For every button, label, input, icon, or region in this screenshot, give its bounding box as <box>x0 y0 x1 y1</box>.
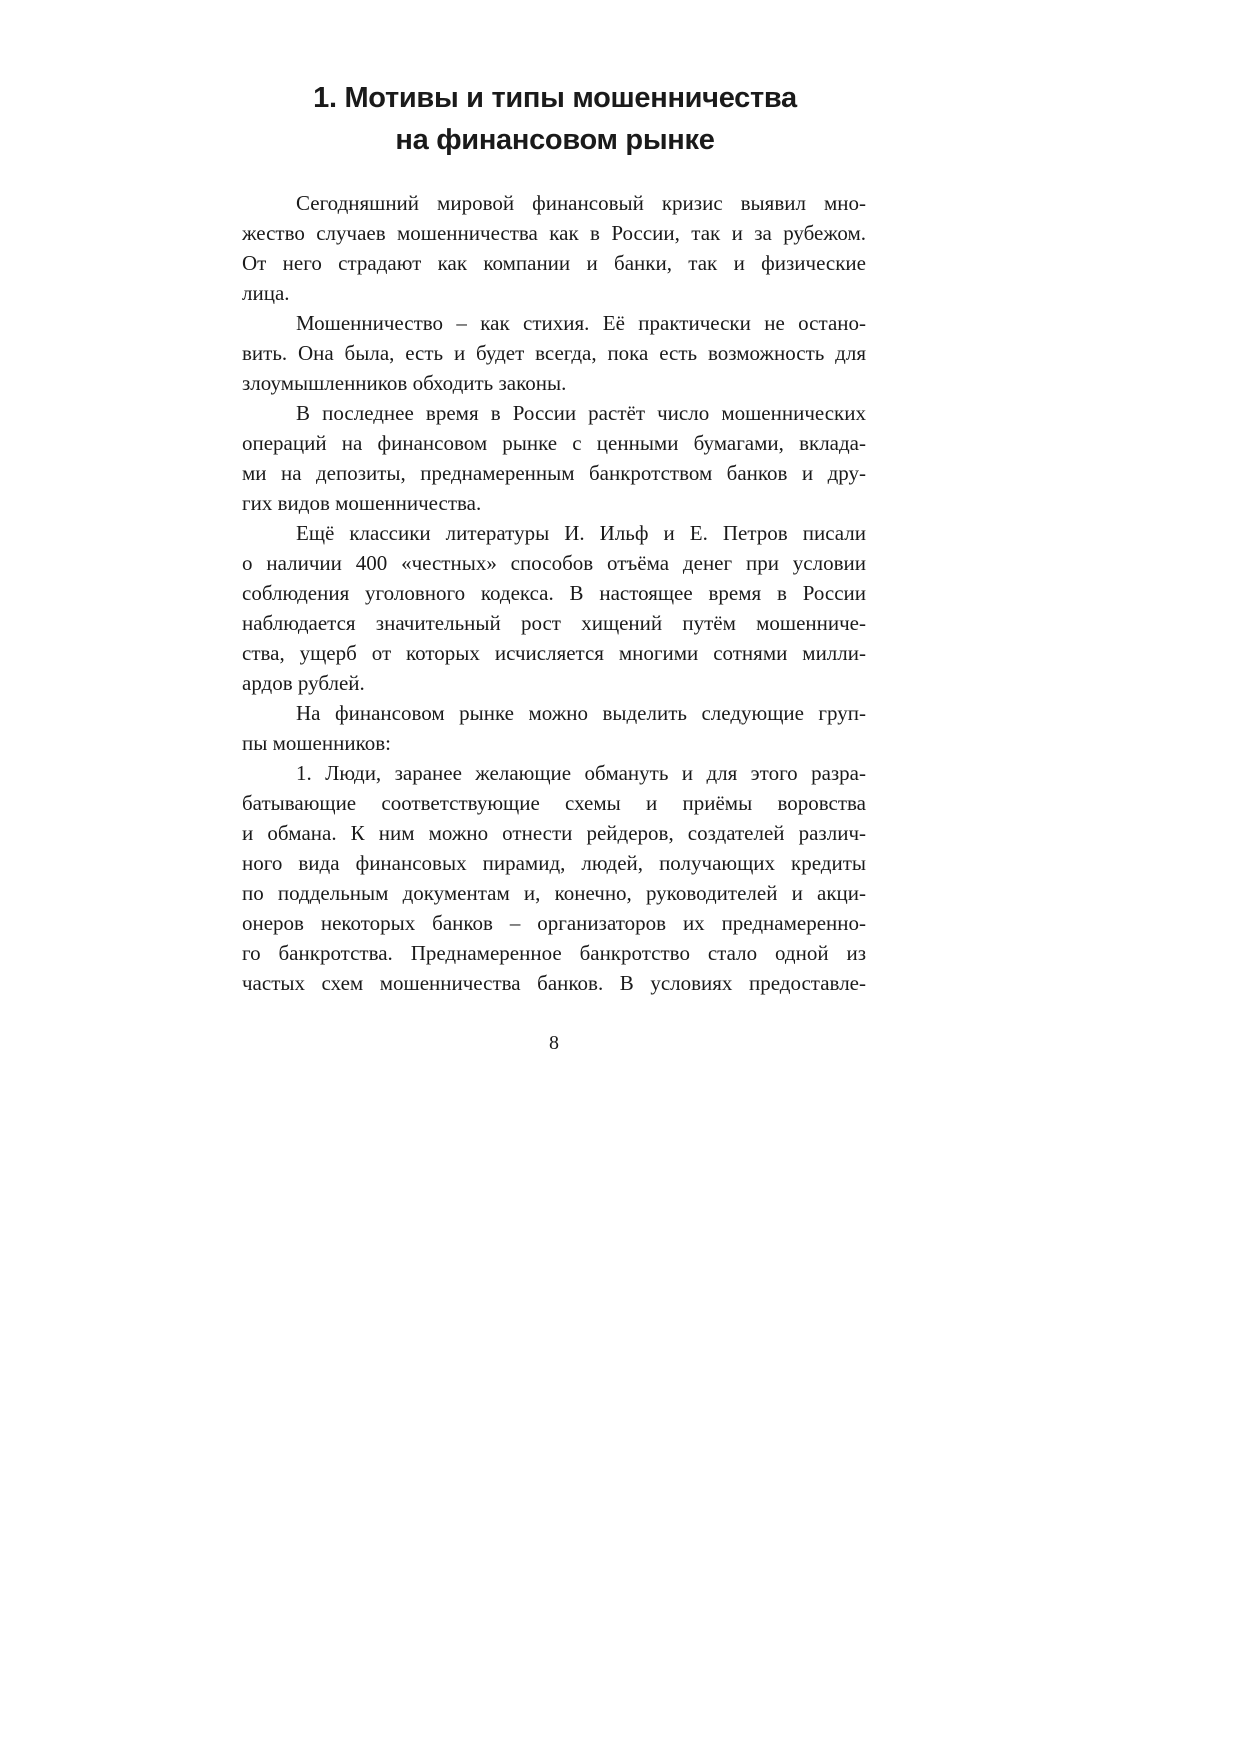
text-line: гих видов мошенничества. <box>242 491 482 515</box>
text-line: От него страдают как компании и банки, так и физические <box>242 251 866 275</box>
text-line: Сегодняшний мировой финансовый кризис выявил мно- <box>296 191 866 215</box>
paragraph <box>242 398 866 518</box>
chapter-title-line-2: на финансовом рынке <box>395 124 715 156</box>
text-line: частых схем мошенничества банков. В условиях предоставле- <box>242 971 866 995</box>
text-line: Мошенничество – как стихия. Её практически не остано- <box>296 311 866 335</box>
text-line: о наличии 400 «честных» способов отъёма денег при условии <box>242 551 866 575</box>
text-line: по поддельным документам и, конечно, руководителей и акци- <box>242 881 866 905</box>
text-line: соблюдения уголовного кодекса. В настоящее время в России <box>242 581 866 605</box>
text-line: онеров некоторых банков – организаторов их преднамеренно- <box>242 911 866 935</box>
text-line: батывающие соответствующие схемы и приёмы воровства <box>242 791 866 815</box>
text-line: На финансовом рынке можно выделить следующие груп- <box>296 701 866 725</box>
text-line: 1. Люди, заранее желающие обмануть и для этого разра- <box>296 761 866 785</box>
text-line: ного вида финансовых пирамид, людей, получающих кредиты <box>242 851 866 875</box>
paragraph <box>242 518 866 698</box>
text-line: лица. <box>242 281 290 305</box>
text-line: ства, ущерб от которых исчисляется многими сотнями милли- <box>242 641 866 665</box>
paragraph <box>242 758 866 998</box>
page-number: 8 <box>549 1032 559 1054</box>
chapter-title-line-1: 1. Мотивы и типы мошенничества <box>313 82 797 114</box>
text-line: ми на депозиты, преднамеренным банкротством банков и дру- <box>242 461 866 485</box>
text-line: ардов рублей. <box>242 671 365 695</box>
text-line: и обмана. К ним можно отнести рейдеров, создателей различ- <box>242 821 866 845</box>
text-line: наблюдается значительный рост хищений путём мошенниче- <box>242 611 866 635</box>
text-line: Ещё классики литературы И. Ильф и Е. Петров писали <box>296 521 866 545</box>
text-line: жество случаев мошенничества как в России, так и за рубежом. <box>242 221 866 245</box>
body-text <box>242 188 866 998</box>
text-line: операций на финансовом рынке с ценными бумагами, вклада- <box>242 431 866 455</box>
text-line: вить. Она была, есть и будет всегда, пока есть возможность для <box>242 341 866 365</box>
text-line: В последнее время в России растёт число мошеннических <box>296 401 866 425</box>
paragraph <box>242 188 866 308</box>
text-line: го банкротства. Преднамеренное банкротство стало одной из <box>242 941 866 965</box>
text-line: злоумышленников обходить законы. <box>242 371 567 395</box>
text-line: пы мошенников: <box>242 731 391 755</box>
paragraph <box>242 698 866 758</box>
paragraph <box>242 308 866 398</box>
